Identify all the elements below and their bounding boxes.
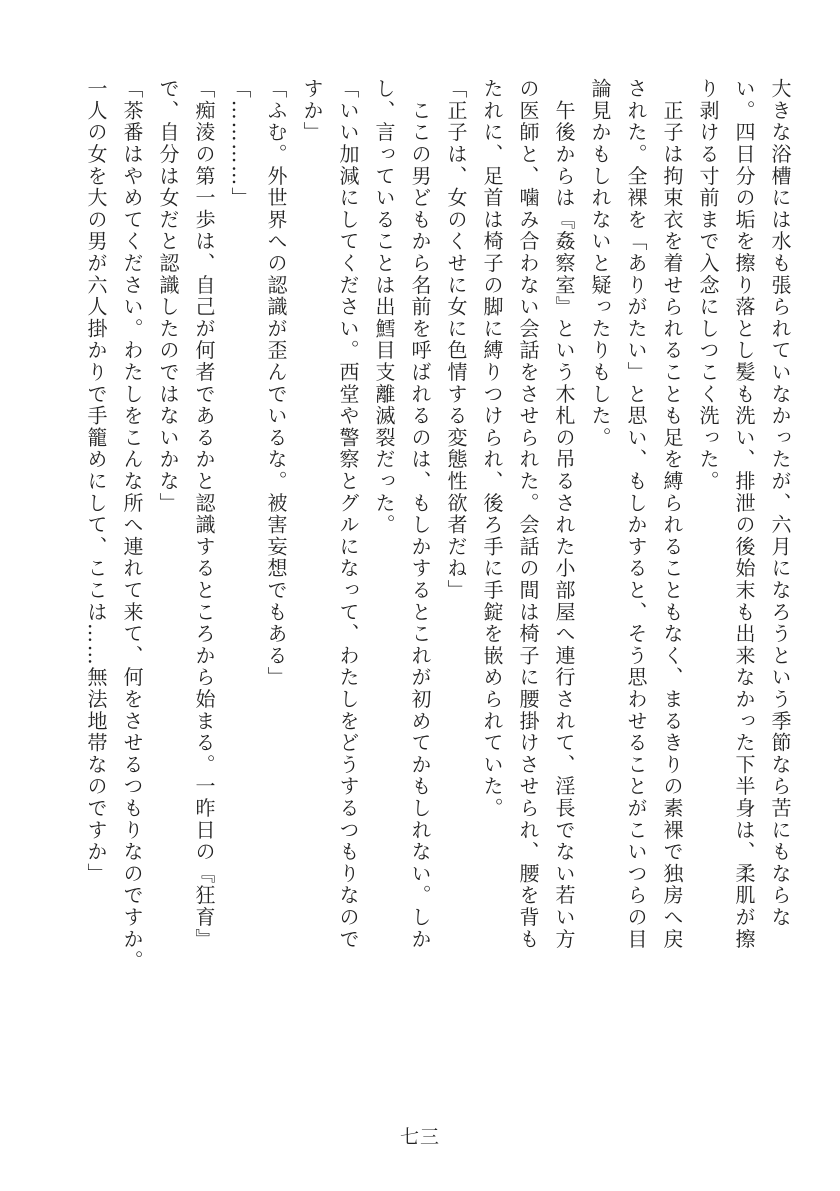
text-line: 一人の女を大の男が六人掛かりで手籠めにして、ここは……無法地帯なのですか」 xyxy=(84,78,108,885)
text-line: 「…………」 xyxy=(228,78,252,209)
text-line: し、言っていることは出鱈目支離滅裂だった。 xyxy=(372,78,396,536)
text-line: すか」 xyxy=(300,78,324,144)
body-text xyxy=(38,78,798,1008)
text-line: 「いい加減にしてください。西堂や警察とグルになって、わたしをどうするつもりなので xyxy=(336,78,360,950)
text-line: 大きな浴槽には水も張られていなかったが、六月になろうという季節なら苦にもならな xyxy=(768,78,792,929)
text-line: の医師と、噛み合わない会話をさせられた。会話の間は椅子に腰掛けさせられ、腰を背も xyxy=(516,78,540,950)
text-line: 論見かもしれないと疑ったりもした。 xyxy=(588,78,612,449)
text-line: 正子は拘束衣を着せられることも足を縛られることもなく、まるきりの素裸で独房へ戻 xyxy=(660,78,684,950)
page-number: 七三 xyxy=(399,1126,440,1148)
text-line: たれに、足首は椅子の脚に縛りつけられ、後ろ手に手錠を嵌められていた。 xyxy=(480,78,504,820)
text-line: ここの男どもから名前を呼ばれるのは、もしかするとこれが初めてかもしれない。しか xyxy=(408,78,432,950)
text-line: 「ふむ。外世界への認識が歪んでいるな。被害妄想でもある」 xyxy=(264,78,288,689)
text-line: 「正子は、女のくせに女に色情する変態性欲者だね」 xyxy=(444,78,468,602)
text-line: い。四日分の垢を擦り落とし髪も洗い、排泄の後始末も出来なかった下半身は、柔肌が擦 xyxy=(732,78,756,950)
text-line: 「茶番はやめてください。わたしをこんな所へ連れて来て、何をさせるつもりなのですか。 xyxy=(120,78,144,972)
text-line: 午後からは『姦察室』という木札の吊るされた小部屋へ連行されて、淫長でない若い方 xyxy=(552,78,576,950)
text-line: 「痴淩の第一歩は、自己が何者であるかと認識するところから始まる。一昨日の『狂育』 xyxy=(192,78,216,950)
text-line: り剥ける寸前まで入念にしつこく洗った。 xyxy=(696,78,720,493)
text-line: で、自分は女だと認識したのではないかな」 xyxy=(156,78,180,514)
text-line: された。全裸を「ありがたい」と思い、もしかすると、そう思わせることがこいつらの目 xyxy=(624,78,648,950)
